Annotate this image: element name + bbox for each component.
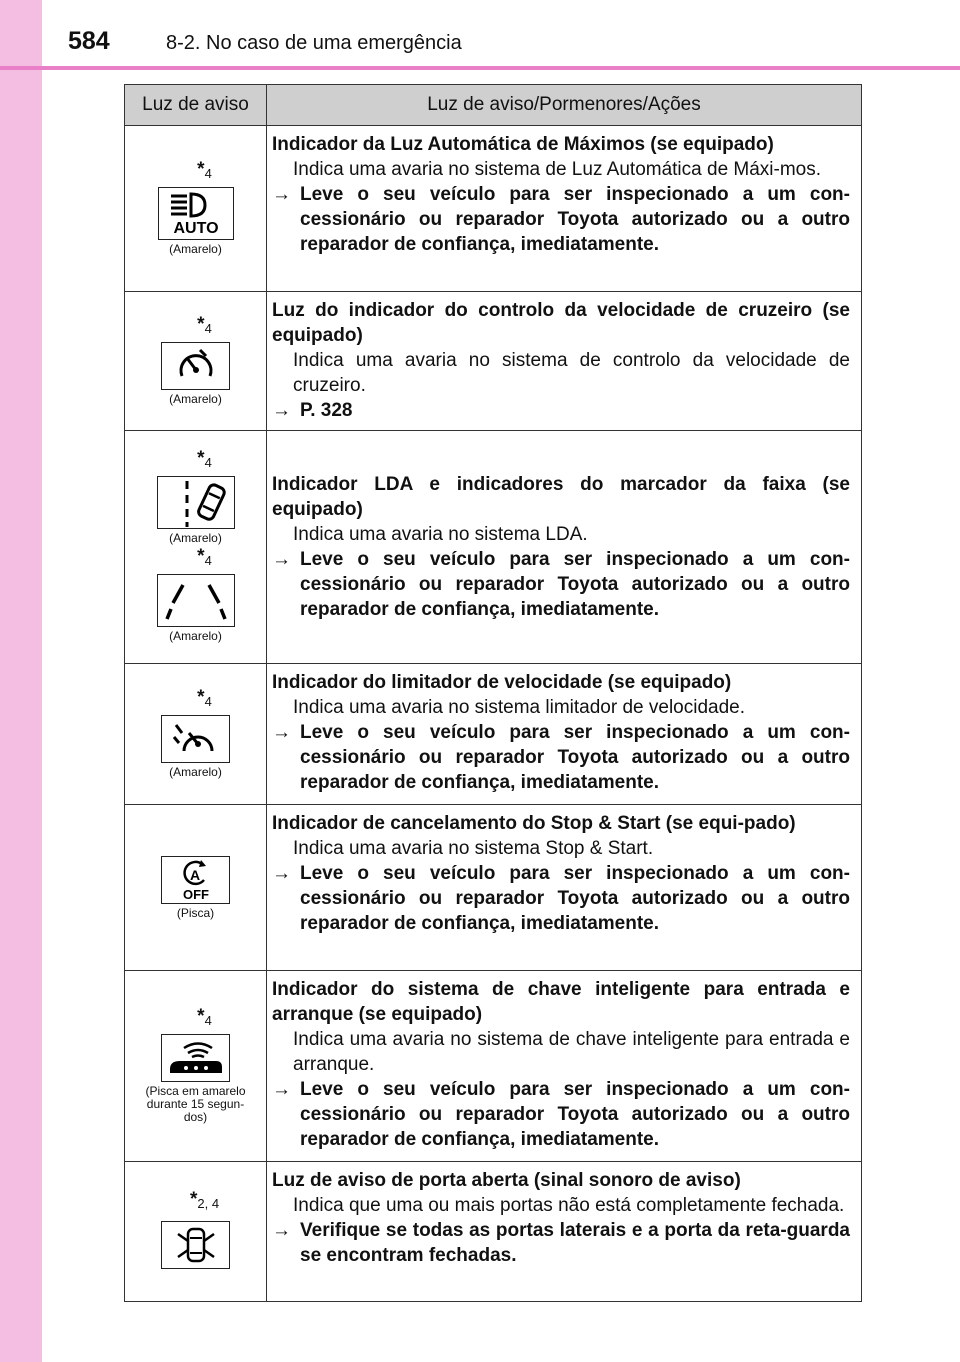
light-title: Indicador da Luz Automática de Máximos (se equipado): [272, 134, 774, 155]
footnote-mark: $*_4$: [197, 158, 212, 181]
indicator-cell: [125, 664, 267, 805]
indicator-color-note: (Amarelo): [169, 629, 222, 643]
indicator: [125, 1005, 266, 1124]
indicator-cell: [125, 431, 267, 664]
description-cell: [267, 292, 862, 431]
indicator-cell: [125, 805, 267, 971]
arrow-icon: →: [272, 184, 291, 205]
indicator-icon-box: [158, 187, 234, 240]
footnote-mark: $*_{2, 4}$: [189, 1188, 220, 1211]
light-description: Indica uma avaria no sistema Stop & Start.: [293, 838, 654, 859]
arrow-icon: →: [272, 863, 291, 884]
light-description: Indica uma avaria no sistema limitador de velocidade.: [293, 697, 746, 718]
indicator: [125, 856, 266, 920]
table-row: [125, 805, 862, 971]
page-side-bar: [0, 0, 42, 1362]
header-divider: [0, 66, 960, 70]
indicator-cell: [125, 971, 267, 1162]
light-title: Luz do indicador do controlo da velocidade de cruzeiro (se equipado): [272, 300, 850, 346]
light-action: → Leve o seu veículo para ser inspecionado a um con-cessionário ou reparador Toyota autorizado ou a outro reparador de confiança, imediatamente.: [272, 722, 850, 793]
section-title: 8-2. No caso de uma emergência: [166, 32, 462, 54]
indicator: [125, 546, 266, 643]
footnote-mark: $*_4$: [197, 448, 212, 470]
indicator-color-note: (Amarelo): [169, 531, 222, 545]
indicator: [125, 1188, 266, 1272]
svg-text:AUTO: AUTO: [172, 220, 219, 236]
indicator-icon-box: [161, 1221, 230, 1269]
light-description: Indica uma avaria no sistema de controlo da velocidade de cruzeiro.: [293, 350, 850, 396]
light-description: Indica uma avaria no sistema de Luz Automática de Máxi-mos.: [293, 159, 822, 180]
page-number: 584: [68, 27, 110, 55]
table-row: [125, 431, 862, 664]
indicator-cell: [125, 1162, 267, 1302]
speed-limiter-icon: [170, 719, 222, 759]
table-row: [125, 664, 862, 805]
indicator-icon-box: [161, 1034, 230, 1082]
footnote-mark: $*_4$: [197, 1005, 212, 1028]
light-action: → Leve o seu veículo para ser inspecionado a um con-cessionário ou reparador Toyota autorizado ou a outro reparador de confiança, imediatamente.: [272, 1079, 850, 1150]
description-cell: [267, 805, 862, 971]
table-row: [125, 1162, 862, 1302]
table-row: [125, 126, 862, 292]
indicator-color-note: (Amarelo): [169, 241, 222, 256]
door-open-icon: [170, 1224, 222, 1266]
description-cell: [267, 126, 862, 292]
light-description: Indica uma avaria no sistema de chave inteligente para entrada e arranque.: [293, 1029, 850, 1075]
indicator-icon-box: [161, 856, 230, 904]
cruise-control-icon: [170, 346, 222, 386]
indicator: [125, 686, 266, 779]
light-description: Indica que uma ou mais portas não está completamente fechada.: [293, 1195, 845, 1216]
light-description: Indica uma avaria no sistema LDA.: [293, 524, 588, 545]
indicator-cell: [125, 126, 267, 292]
header-details-column: Luz de aviso/Pormenores/Ações: [267, 85, 862, 126]
indicator-color-note: (Amarelo): [169, 764, 222, 779]
indicator-color-note: (Pisca): [176, 905, 215, 920]
arrow-icon: →: [272, 1079, 291, 1100]
lane-marker-icon: [163, 577, 229, 625]
svg-text:A: A: [189, 866, 200, 883]
lda-icon: [163, 479, 229, 527]
indicator: [125, 158, 266, 256]
footnote-mark: $*_4$: [197, 546, 212, 568]
light-title: Indicador do sistema de chave inteligente para entrada e arranque (se equipado): [272, 979, 850, 1025]
indicator-color-note: (Amarelo): [169, 391, 222, 406]
indicator: [125, 448, 266, 545]
light-title: Indicador de cancelamento do Stop & Start (se equi-pado): [272, 813, 796, 834]
table-row: [125, 292, 862, 431]
table-row: [125, 971, 862, 1162]
light-action: → Leve o seu veículo para ser inspecionado a um con-cessionário ou reparador Toyota autorizado ou a outro reparador de confiança, imediatamente.: [272, 184, 850, 255]
indicator-icon-box: [157, 476, 235, 529]
light-action: → Verifique se todas as portas laterais e a porta da reta-guarda se encontram fechadas.: [272, 1220, 850, 1266]
light-action: → Leve o seu veículo para ser inspecionado a um con-cessionário ou reparador Toyota autorizado ou a outro reparador de confiança, imediatamente.: [272, 863, 850, 934]
header-light-column: Luz de aviso: [125, 85, 267, 126]
indicator-icon-box: [161, 342, 230, 390]
description-cell: [267, 971, 862, 1162]
description-cell: [267, 664, 862, 805]
arrow-icon: →: [272, 722, 291, 743]
indicator-color-note: (Pisca em amarelo durante 15 segun-dos): [145, 1083, 246, 1124]
smart-key-icon: [166, 1037, 226, 1079]
arrow-icon: →: [272, 400, 291, 421]
footnote-mark: $*_4$: [197, 686, 212, 709]
light-action: → P. 328: [272, 400, 353, 421]
indicator: [125, 313, 266, 406]
svg-text:OFF: OFF: [182, 886, 209, 902]
warning-light-table: [124, 84, 862, 1302]
description-cell: [267, 431, 862, 664]
light-title: Indicador LDA e indicadores do marcador da faixa (se equipado): [272, 474, 850, 520]
light-action: → Leve o seu veículo para ser inspecionado a um con-cessionário ou reparador Toyota autorizado ou a outro reparador de confiança, imediatamente.: [272, 549, 850, 620]
arrow-icon: →: [272, 549, 291, 570]
indicator-icon-box: [161, 715, 230, 763]
description-cell: [267, 1162, 862, 1302]
footnote-mark: $*_4$: [197, 313, 212, 336]
indicator-cell: [125, 292, 267, 431]
indicator-icon-box: [157, 574, 235, 627]
light-title: Indicador do limitador de velocidade (se equipado): [272, 672, 732, 693]
light-title: Luz de aviso de porta aberta (sinal sonoro de aviso): [272, 1170, 741, 1191]
arrow-icon: →: [272, 1220, 291, 1241]
stop-start-off-icon: [168, 858, 224, 902]
auto-high-beam-icon: [165, 190, 227, 236]
table-header-row: [125, 85, 862, 126]
